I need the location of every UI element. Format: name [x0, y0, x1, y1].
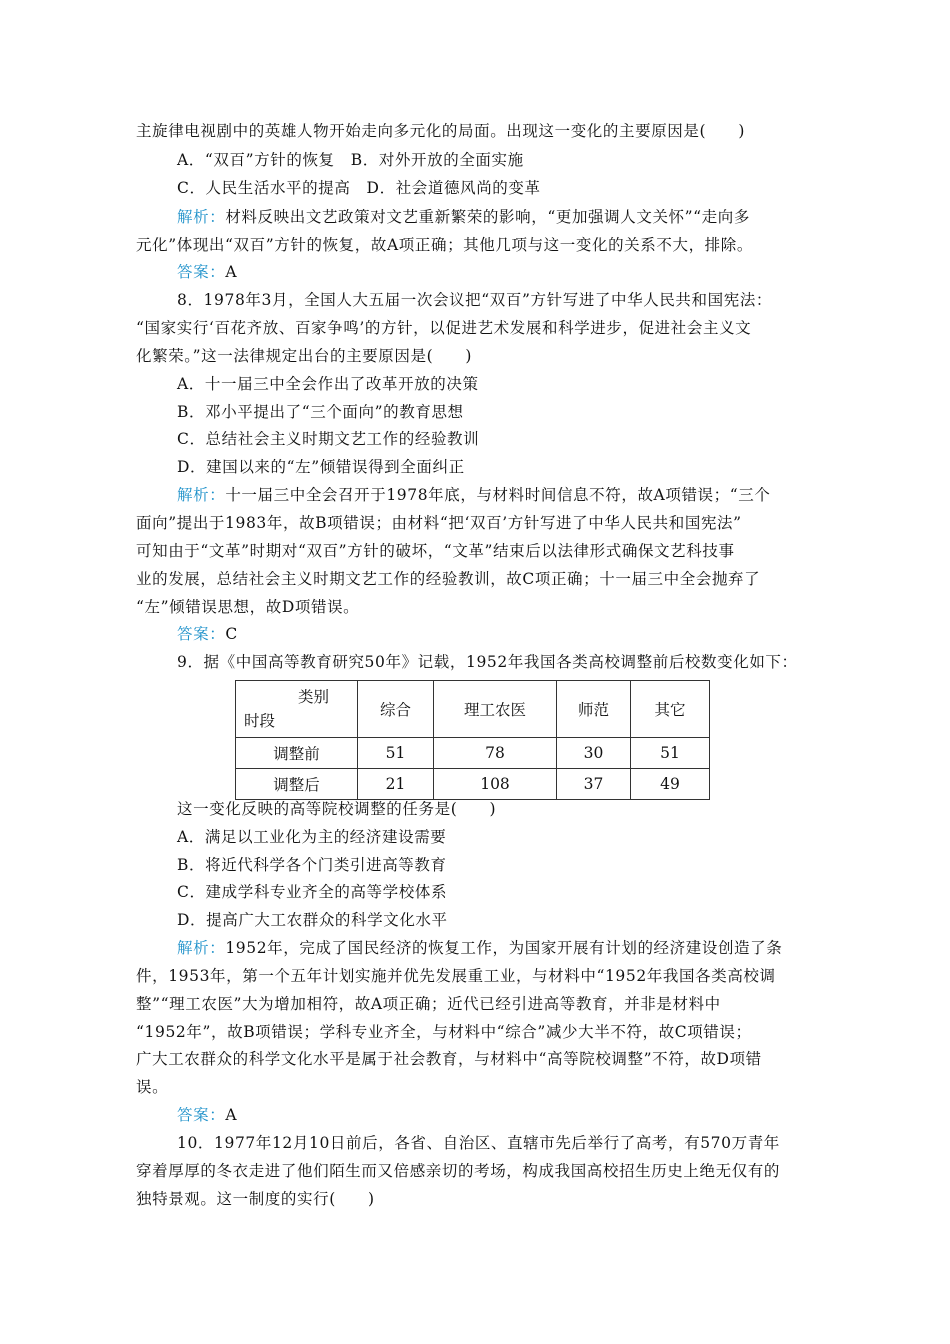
table-cell: 108 — [434, 769, 557, 800]
table-row — [236, 738, 710, 769]
q9-analysis-line-2: 件，1953年，第一个五年计划实施并优先发展重工业，与材料中“1952年我国各类高校调 — [136, 967, 776, 985]
q10-stem-3: 独特景观。这一制度的实行( ) — [136, 1190, 375, 1208]
analysis-text: 材料反映出文艺政策对文艺重新繁荣的影响，“更加强调人文关怀”“走向多 — [225, 208, 750, 226]
answer-value: A — [225, 1106, 238, 1124]
table-cell: 51 — [631, 738, 710, 769]
q8-option-d: D．建国以来的“左”倾错误得到全面纠正 — [177, 458, 465, 476]
q7-analysis-line-2: 元化”体现出“双百”方针的恢复，故A项正确；其他几项与这一变化的关系不大，排除。 — [136, 236, 753, 254]
row-label: 调整后 — [236, 769, 358, 800]
q8-option-a: A．十一届三中全会作出了改革开放的决策 — [177, 375, 479, 393]
answer-label: 答案： — [177, 263, 226, 281]
q7-answer-line — [177, 262, 237, 282]
q8-stem-1: 8．1978年3月，全国人大五届一次会议把“双百”方针写进了中华人民共和国宪法： — [177, 291, 773, 309]
table-corner-cell — [236, 681, 358, 738]
q9-analysis-line — [177, 938, 782, 958]
analysis-text: 十一届三中全会召开于1978年底，与材料时间信息不符，故A项错误；“三个 — [225, 486, 771, 504]
q8-answer-line — [177, 624, 238, 644]
q8-option-b: B．邓小平提出了“三个面向”的教育思想 — [177, 403, 464, 421]
table-cell: 49 — [631, 769, 710, 800]
answer-label: 答案： — [177, 1106, 226, 1124]
q7-analysis-line — [177, 207, 750, 227]
q9-option-b: B．将近代科学各个门类引进高等教育 — [177, 856, 447, 874]
column-header: 其它 — [631, 681, 710, 738]
table-cell: 51 — [358, 738, 434, 769]
q8-analysis-line — [177, 485, 770, 505]
answer-label: 答案： — [177, 625, 226, 643]
table-row — [236, 769, 710, 800]
q8-analysis-line-2: 面向”提出于1983年，故B项错误；由材料“把‘双百’方针写进了中华人民共和国宪法” — [136, 514, 742, 532]
table-cell: 78 — [434, 738, 557, 769]
q7-options-cd: C．人民生活水平的提高 D．社会道德风尚的变革 — [177, 179, 541, 197]
q9-answer-line — [177, 1105, 237, 1125]
q8-analysis-line-4: 业的发展，总结社会主义时期文艺工作的经验教训，故C项正确；十一届三中全会抛弃了 — [136, 570, 761, 588]
corner-bottom-label: 时段 — [244, 712, 276, 730]
q8-analysis-line-5: “左”倾错误思想，故D项错误。 — [136, 598, 360, 616]
q10-stem-1: 10．1977年12月10日前后，各省、自治区、直辖市先后举行了高考，有570万青年 — [177, 1134, 780, 1152]
column-header: 理工农医 — [434, 681, 557, 738]
table-header-row — [236, 681, 710, 738]
school-count-table — [235, 680, 710, 800]
q8-stem-3: 化繁荣。”这一法律规定出台的主要原因是( ) — [136, 347, 473, 365]
q9-analysis-line-5: 广大工农群众的科学文化水平是属于社会教育，与材料中“高等院校调整”不符，故D项错 — [136, 1050, 762, 1068]
corner-top-label: 类别 — [297, 688, 329, 706]
q9-option-c: C．建成学科专业齐全的高等学校体系 — [177, 883, 448, 901]
column-header: 师范 — [557, 681, 631, 738]
q9-stem: 9．据《中国高等教育研究50年》记载，1952年我国各类高校调整前后校数变化如下： — [177, 653, 798, 671]
q8-analysis-line-3: 可知由于“文革”时期对“双百”方针的破坏，“文革”结束后以法律形式确保文艺科技事 — [136, 542, 735, 560]
q10-stem-2: 穿着厚厚的冬衣走进了他们陌生而又倍感亲切的考场，构成我国高校招生历史上绝无仅有的 — [136, 1162, 781, 1180]
q7-options-ab: A．“双百”方针的恢复 B．对外开放的全面实施 — [177, 151, 524, 169]
table-cell: 37 — [557, 769, 631, 800]
q9-analysis-line-4: “1952年”，故B项错误；学科专业齐全，与材料中“综合”减少大半不符，故C项错误； — [136, 1023, 752, 1041]
table-cell: 21 — [358, 769, 434, 800]
row-label: 调整前 — [236, 738, 358, 769]
q9-option-d: D．提高广大工农群众的科学文化水平 — [177, 911, 448, 929]
q9-analysis-line-6: 误。 — [136, 1078, 169, 1096]
q7-stem-tail: 主旋律电视剧中的英雄人物开始走向多元化的局面。出现这一变化的主要原因是( ) — [136, 122, 745, 140]
column-header: 综合 — [358, 681, 434, 738]
q8-stem-2: “国家实行‘百花齐放、百家争鸣’的方针，以促进艺术发展和科学进步，促进社会主义文 — [136, 319, 752, 337]
table-cell: 30 — [557, 738, 631, 769]
q9-option-a: A．满足以工业化为主的经济建设需要 — [177, 828, 447, 846]
answer-value: C — [225, 625, 238, 643]
q9-analysis-line-3: 整”“理工农医”大为增加相符，故A项正确；近代已经引进高等教育，并非是材料中 — [136, 995, 721, 1013]
analysis-label: 解析： — [177, 486, 226, 504]
analysis-label: 解析： — [177, 208, 226, 226]
answer-value: A — [225, 263, 238, 281]
analysis-text: 1952年，完成了国民经济的恢复工作，为国家开展有计划的经济建设创造了条 — [225, 939, 783, 957]
analysis-label: 解析： — [177, 939, 226, 957]
q9-question: 这一变化反映的高等院校调整的任务是( ) — [177, 800, 497, 818]
q8-option-c: C．总结社会主义时期文艺工作的经验教训 — [177, 430, 480, 448]
